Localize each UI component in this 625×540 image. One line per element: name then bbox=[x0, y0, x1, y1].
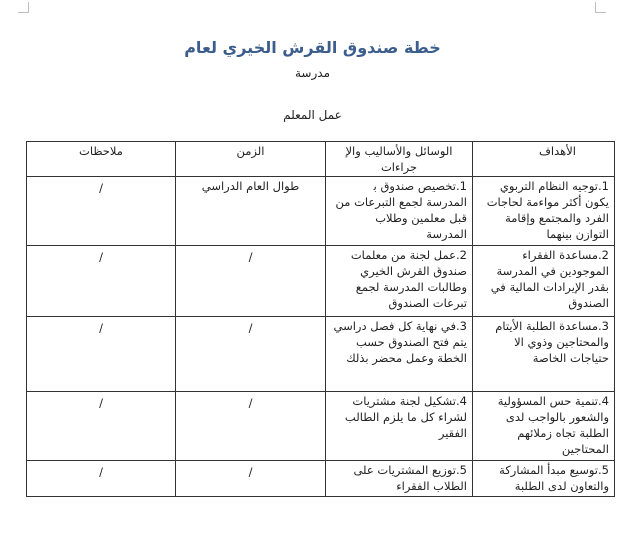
table-header-row bbox=[27, 142, 615, 177]
table-row bbox=[27, 177, 615, 246]
notes-value: / bbox=[99, 465, 103, 479]
time-value: / bbox=[248, 321, 253, 335]
header-goals: الأهداف bbox=[473, 142, 615, 177]
time-cell bbox=[176, 461, 326, 497]
plan-table bbox=[26, 141, 615, 497]
notes-cell bbox=[27, 246, 176, 317]
means-cell: 4.تشكيل لجنة مشتريات لشراء كل ما يلزم الطالب الفقير bbox=[326, 392, 473, 461]
notes-cell bbox=[27, 392, 176, 461]
notes-cell bbox=[27, 317, 176, 392]
header-time: الزمن bbox=[176, 142, 326, 177]
notes-value: / bbox=[99, 396, 103, 410]
table-row bbox=[27, 392, 615, 461]
table-row bbox=[27, 317, 615, 392]
time-value: / bbox=[248, 396, 253, 410]
table-row bbox=[27, 461, 615, 497]
notes-value: / bbox=[99, 181, 103, 195]
notes-value: / bbox=[99, 250, 103, 264]
header-means: الوسائل والأساليب والإ جراءات bbox=[326, 142, 473, 177]
goal-cell: 3.مساعدة الطلبة الأيتام والمحتاجين وذوي الا حتياجات الخاصة bbox=[473, 317, 615, 392]
goal-cell: 2.مساعدة الفقراء الموجودين في المدرسة بقدر الإيرادات المالية في الصندوق bbox=[473, 246, 615, 317]
notes-cell bbox=[27, 177, 176, 246]
time-cell bbox=[176, 317, 326, 392]
page-corner-mark-right bbox=[595, 2, 606, 13]
time-cell bbox=[176, 246, 326, 317]
time-cell: طوال العام الدراسي bbox=[176, 177, 326, 246]
notes-value: / bbox=[99, 321, 103, 335]
notes-cell bbox=[27, 461, 176, 497]
means-cell: 5.توزيع المشتريات على الطلاب الفقراء bbox=[326, 461, 473, 497]
means-cell: 1.تخصيص صندوق ﺑ المدرسة لجمع التبرعات من قبل معلمين وطلاب المدرسة bbox=[326, 177, 473, 246]
table-row bbox=[27, 246, 615, 317]
goal-cell: 1.توجيه النظام التربوي يكون أكثر مواءمة لحاجات الفرد والمجتمع وإقامة التوازن بينهما bbox=[473, 177, 615, 246]
time-cell bbox=[176, 392, 326, 461]
document-title: خطة صندوق القرش الخيري لعام bbox=[184, 38, 441, 57]
goal-cell: 5.توسيع مبدأ المشاركة والتعاون لدى الطلبة bbox=[473, 461, 615, 497]
means-cell: 3.في نهاية كل فصل دراسي يتم فتح الصندوق حسب الخطة وعمل محضر بذلك bbox=[326, 317, 473, 392]
header-notes: ملاحظات bbox=[27, 142, 176, 177]
time-value: / bbox=[248, 465, 253, 479]
means-cell: 2.عمل لجنة من معلمات صندوق القرش الخيري وطالبات المدرسة لجمع تبرعات الصندوق bbox=[326, 246, 473, 317]
page-corner-mark-left bbox=[18, 2, 29, 13]
goal-cell: 4.تنمية حس المسؤولية والشعور بالواجب لدى الطلبة تجاه زملائهم المحتاجين bbox=[473, 392, 615, 461]
time-value: / bbox=[248, 250, 253, 264]
document-subtitle: مدرسة bbox=[294, 66, 330, 80]
document-author: عمل المعلم bbox=[283, 108, 342, 122]
